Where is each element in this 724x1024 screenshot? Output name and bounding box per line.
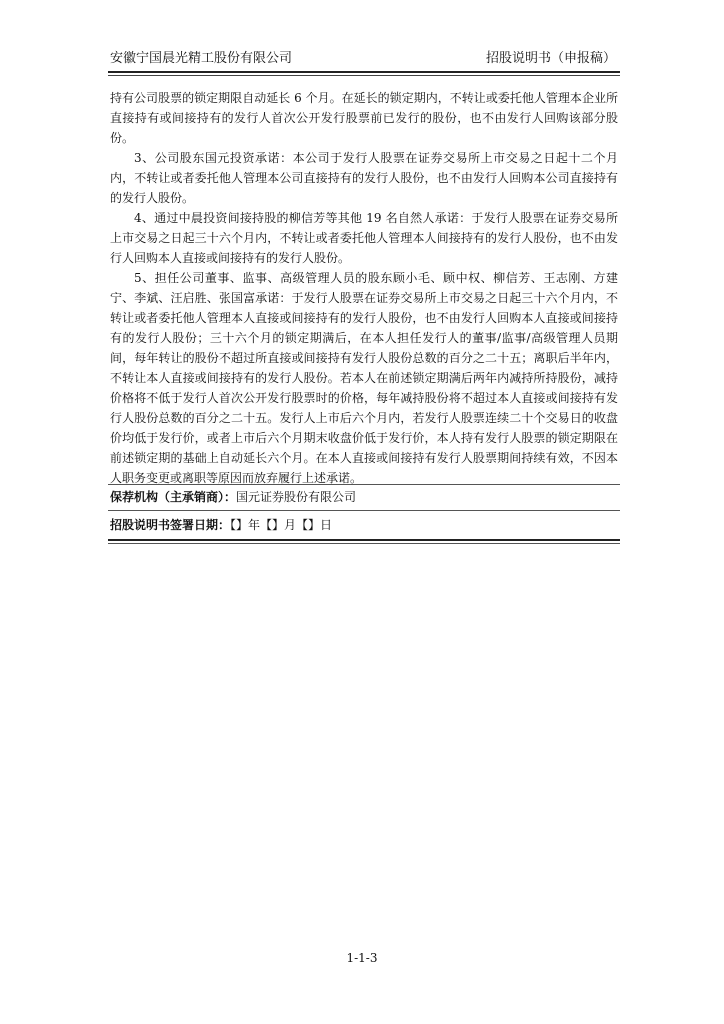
sign-date-row — [108, 516, 622, 534]
sponsor-label: 保荐机构（主承销商）： — [110, 490, 237, 504]
paragraph-lockup-continuation: 持有公司股票的锁定期限自动延长 6 个月。在延长的锁定期内，不转让或委托他人管理本企业所直接持有或间接持有的发行人首次公开发行股票前已发行的股份，也不由发行人回购该部分股份。 — [110, 91, 618, 145]
header-company-name: 安徽宁国晨光精工股份有限公司 — [110, 51, 293, 66]
closing-rule-thin — [108, 543, 620, 544]
closing-rule-thick — [108, 539, 620, 541]
header-rule-thick — [108, 71, 620, 73]
divider-above-sign-date — [108, 510, 620, 511]
sponsor-row — [108, 488, 622, 506]
header-rule-thin — [108, 75, 620, 76]
main-text — [108, 88, 620, 488]
page-number: 1-1-3 — [346, 951, 378, 965]
divider-above-sponsor — [108, 484, 620, 485]
sign-date-label: 招股说明书签署日期： — [110, 518, 231, 532]
paragraph-directors-commitment: 5、担任公司董事、监事、高级管理人员的股东顾小毛、顾中权、柳信芳、王志刚、方建宁、李斌、汪启胜、张国富承诺：于发行人股票在证券交易所上市交易之日起三十六个月内，不转让或者委托他人管理本人直接或间接持有的发行人股份，也不由发行人回购本人直接或间接持有的发行人股份；三十六个月的锁定期满后，在本人担任发行人的董事/监事/高级管理人员期间，每年转让的股份不超过所直接或间接持有发行人股份总数的百分之二十五；离职后半年内，不转让本人直接或间接持有的发行人股份。若本人在前述锁定期满后两年内减持所持股份，减持价格将不低于发行人首次公开发行股票时的价格，每年减持股份将不超过本人直接或间接持有发行人股份总数的百分之二十五。发行人上市后六个月内，若发行人股票连续二十个交易日的收盘价均低于发行价，或者上市后六个月期末收盘价低于发行价，本人持有发行人股票的锁定期限在前述锁定期的基础上自动延长六个月。在本人直接或间接持有发行人股票期间持续有效，不因本人职务变更或离职等原因而放弃履行上述承诺。 — [110, 271, 618, 485]
paragraph-guoyuan-commitment: 3、公司股东国元投资承诺：本公司于发行人股票在证券交易所上市交易之日起十二个月内，不转让或者委托他人管理本公司直接持有的发行人股份，也不由发行人回购本公司直接持有的发行人股份。 — [110, 151, 618, 205]
sign-date-value: 【】年【】月【】日 — [230, 518, 333, 532]
header-document-title: 招股说明书（申报稿） — [485, 51, 616, 66]
sponsor-value: 国元证券股份有限公司 — [236, 490, 357, 504]
paragraph-individuals-commitment: 4、通过中晨投资间接持股的柳信芳等其他 19 名自然人承诺：于发行人股票在证券交易所上市交易之日起三十六个月内，不转让或者委托他人管理本人间接持有的发行人股份，也不由发行人回购本人直接或间接持有的发行人股份。 — [110, 211, 618, 265]
